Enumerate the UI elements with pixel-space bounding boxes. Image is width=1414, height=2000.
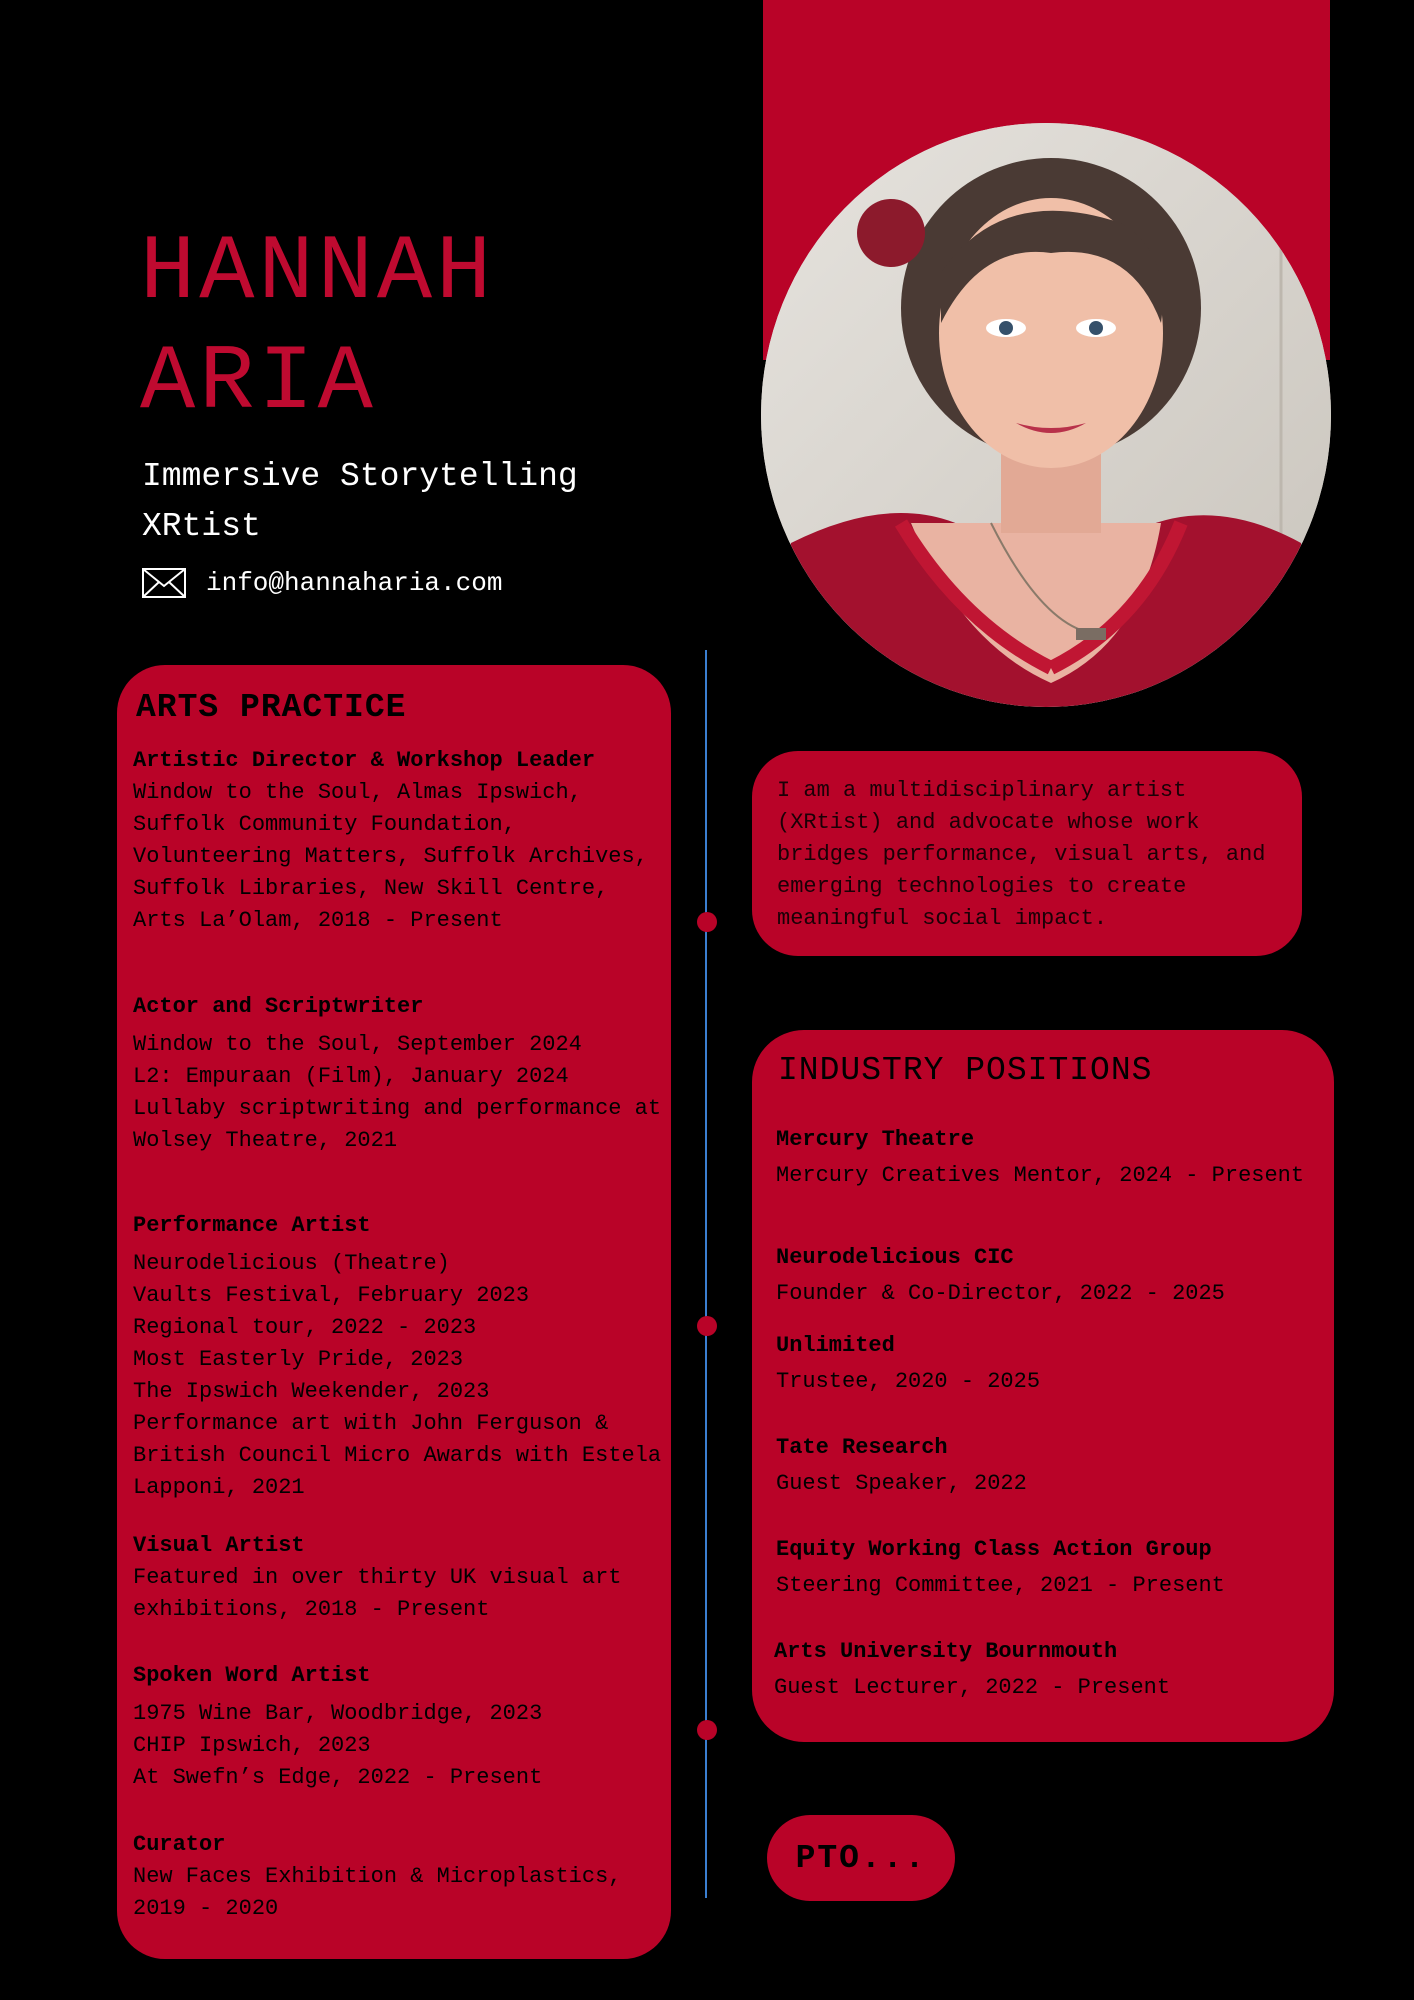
entry-body: Steering Committee, 2021 - Present — [776, 1573, 1225, 1598]
entry-body: Featured in over thirty UK visual art exhibitions, 2018 - Present — [133, 1565, 622, 1622]
arts-practice-card — [117, 665, 671, 1959]
job-subtitle: Immersive Storytelling XRtist — [142, 458, 578, 545]
entry-title: Tate Research — [776, 1435, 948, 1460]
bio-text: I am a multidisciplinary artist (XRtist) and advocate whose work bridges performance, visual arts, and emerging technologies to create meaningful social impact. — [777, 778, 1266, 931]
entry-title: Mercury Theatre — [776, 1127, 975, 1152]
entry-body: Neurodelicious (Theatre) Vaults Festival, February 2023 Regional tour, 2022 - 2023 Most Easterly Pride, 2023 The Ipswich Weekender, 2023 Performance art with John Ferguson & British Council Micro Awards with Estela Lapponi, 2021 — [133, 1251, 662, 1500]
entry-body: Guest Lecturer, 2022 - Present — [774, 1675, 1171, 1700]
industry-positions-card — [752, 1030, 1334, 1742]
arts-entry — [133, 1660, 663, 1794]
timeline-line — [705, 650, 707, 1898]
entry-title: Curator — [133, 1832, 226, 1857]
timeline-dot — [697, 1316, 717, 1336]
entry-title: Unlimited — [776, 1333, 895, 1358]
entry-title: Neurodelicious CIC — [776, 1245, 1014, 1270]
entry-title: Actor and Scriptwriter — [133, 994, 424, 1019]
arts-practice-title: ARTS PRACTICE — [136, 689, 407, 726]
first-name: HANNAH — [140, 220, 496, 325]
industry-entry — [774, 1632, 1324, 1704]
arts-entry — [133, 1829, 663, 1925]
entry-body: Guest Speaker, 2022 — [776, 1471, 1027, 1496]
arts-entry — [133, 991, 663, 1157]
entry-body: New Faces Exhibition & Microplastics, 2019 - 2020 — [133, 1864, 622, 1921]
pto-badge: PTO... — [767, 1815, 955, 1901]
industry-entry — [776, 1428, 1326, 1500]
entry-title: Equity Working Class Action Group — [776, 1537, 1212, 1562]
entry-body: Founder & Co-Director, 2022 - 2025 — [776, 1281, 1225, 1306]
entry-body: Window to the Soul, Almas Ipswich, Suffolk Community Foundation, Volunteering Matters, Suffolk Archives, Suffolk Libraries, New Skill Centre, Arts La’Olam, 2018 - Present — [133, 780, 648, 933]
entry-title: Arts University Bournmouth — [774, 1639, 1118, 1664]
industry-entry — [776, 1530, 1326, 1602]
entry-title: Performance Artist — [133, 1213, 371, 1238]
last-name: ARIA — [140, 330, 377, 435]
profile-photo — [761, 123, 1331, 707]
entry-title: Visual Artist — [133, 1533, 305, 1558]
entry-title: Spoken Word Artist — [133, 1663, 371, 1688]
portrait-illustration — [761, 123, 1331, 707]
timeline-dot — [697, 912, 717, 932]
entry-body: Window to the Soul, September 2024 L2: Empuraan (Film), January 2024 Lullaby scriptwriting and performance at Wolsey Theatre, 2021 — [133, 1032, 662, 1153]
industry-positions-title: INDUSTRY POSITIONS — [778, 1052, 1153, 1089]
industry-entry — [776, 1120, 1326, 1192]
email-link[interactable]: info@hannaharia.com — [206, 568, 503, 598]
entry-title: Artistic Director & Workshop Leader — [133, 748, 596, 773]
timeline-dot — [697, 1720, 717, 1740]
entry-body: Trustee, 2020 - 2025 — [776, 1369, 1041, 1394]
industry-entry — [776, 1326, 1326, 1398]
arts-entry — [133, 1530, 663, 1626]
arts-entry — [133, 1210, 663, 1504]
envelope-icon — [142, 568, 186, 598]
email-row[interactable] — [142, 568, 502, 598]
candidate-name — [140, 218, 495, 438]
entry-body: Mercury Creatives Mentor, 2024 - Present — [776, 1163, 1305, 1188]
bio-card — [752, 751, 1302, 956]
industry-entry — [776, 1238, 1326, 1310]
arts-entry — [133, 745, 663, 937]
entry-body: 1975 Wine Bar, Woodbridge, 2023 CHIP Ipswich, 2023 At Swefn’s Edge, 2022 - Present — [133, 1701, 543, 1790]
